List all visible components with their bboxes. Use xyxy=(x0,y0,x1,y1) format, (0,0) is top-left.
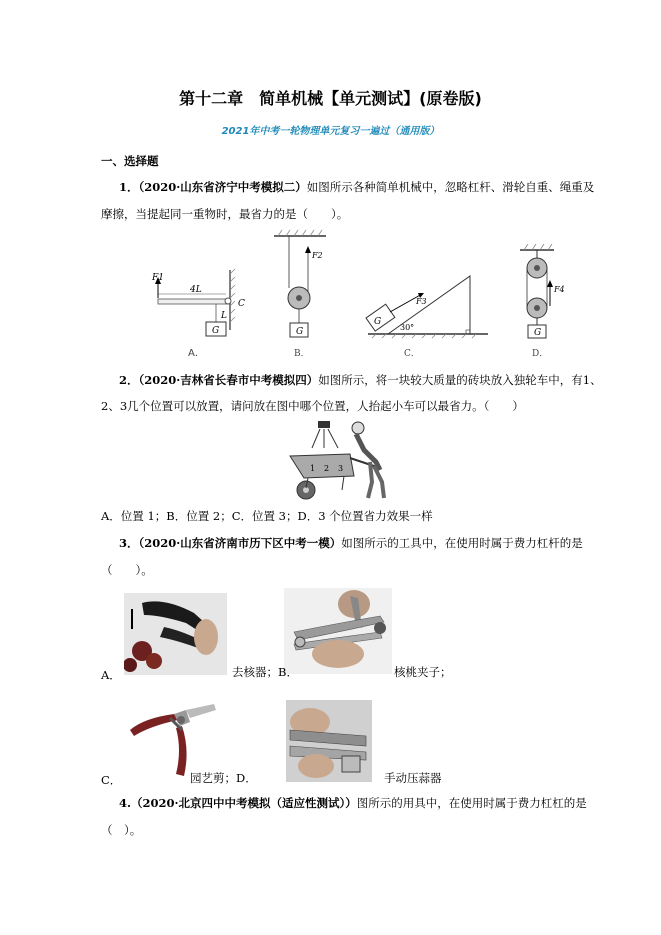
q1a-weight: G xyxy=(212,326,220,336)
q4-source: 4.（2020·北京四中中考模拟（适应性测试）） xyxy=(119,796,357,810)
q1-line1 xyxy=(119,180,594,194)
q3-option-b-label: 核桃夹子； xyxy=(394,665,452,679)
q1d-force: F4 xyxy=(554,285,565,294)
q1c-force: F3 xyxy=(416,297,427,306)
q2-line1 xyxy=(119,373,602,387)
q1-figure-d xyxy=(512,244,574,360)
q3-text-line2: （ ）。 xyxy=(101,563,153,577)
brick xyxy=(318,421,330,428)
garden-shears-photo xyxy=(124,700,220,782)
q1a-caption: A． xyxy=(188,348,205,359)
page-subtitle: 2021年中考一轮物理单元复习一遍过（通用版） xyxy=(221,126,440,137)
garlic-press-photo xyxy=(286,700,372,782)
nutcracker-photo xyxy=(284,588,392,674)
q4-line1 xyxy=(119,796,587,810)
q2-text-line1: 如图所示，将一块较大质量的砖块放入独轮车中，有1、 xyxy=(318,373,602,387)
q4-text-line1: 图所示的用具中，在使用时属于费力杠杠的是 xyxy=(356,796,587,810)
q3-option-a-letter: A． xyxy=(101,668,121,682)
q2-source: 2．（2020·吉林省长春市中考模拟四） xyxy=(119,373,319,387)
q1-figure-a xyxy=(150,268,260,360)
q1-figure-b xyxy=(270,226,332,360)
q1c-caption: C． xyxy=(404,349,420,359)
q3-option-c-label: 园艺剪；D． xyxy=(190,771,257,785)
q2-position-1: 1 xyxy=(310,464,316,473)
q1d-weight: G xyxy=(534,328,542,338)
q1a-pivot: C xyxy=(238,299,245,309)
q1c-angle: 30° xyxy=(400,323,415,332)
q1-text-line1: 如图所示各种简单机械中，忽略杠杆、滑轮自重、绳重及 xyxy=(306,180,595,194)
q2-position-3: 3 xyxy=(338,464,344,473)
page-title: 第十二章 简单机械【单元测试】(原卷版) xyxy=(179,89,482,108)
q3-line1 xyxy=(119,536,583,550)
q3-option-d-label: 手动压蒜器 xyxy=(384,771,442,785)
q1b-caption: B． xyxy=(294,349,310,359)
q1a-arm: 4L xyxy=(190,285,202,295)
q1-figure-c xyxy=(358,252,496,360)
q2-text-line2: 2、3几个位置可以放置，请问放在图中哪个位置，人抬起小车可以最省力。（ ） xyxy=(101,399,524,413)
q2-position-2: 2 xyxy=(324,464,330,473)
q3-option-a-label: 去核器；B． xyxy=(232,665,298,679)
q1c-weight: G xyxy=(374,317,382,327)
q1d-caption: D． xyxy=(532,349,549,359)
pitter-tool-photo xyxy=(124,593,227,675)
q2-wheelbarrow-figure xyxy=(284,418,396,502)
section-heading: 一、选择题 xyxy=(101,154,159,168)
q3-option-c-letter: C． xyxy=(101,773,122,787)
q1b-force: F2 xyxy=(312,251,323,260)
q1-text-line2: 摩擦，当提起同一重物时，最省力的是（ ）。 xyxy=(101,207,349,221)
q1-source: 1．（2020·山东省济宁中考模拟二） xyxy=(119,180,307,194)
q3-text-line1: 如图所示的工具中，在使用时属于费力杠杆的是 xyxy=(341,536,583,550)
q3-source: 3．（2020·山东省济南市历下区中考一模） xyxy=(119,536,342,550)
q1a-short-arm: L xyxy=(221,311,227,321)
q4-text-line2: （ ）。 xyxy=(101,823,142,837)
q2-options: A．位置 1；B．位置 2；C．位置 3；D．3 个位置省力效果一样 xyxy=(101,509,433,523)
q1a-force: F1 xyxy=(152,273,164,283)
q1b-weight: G xyxy=(296,327,304,337)
